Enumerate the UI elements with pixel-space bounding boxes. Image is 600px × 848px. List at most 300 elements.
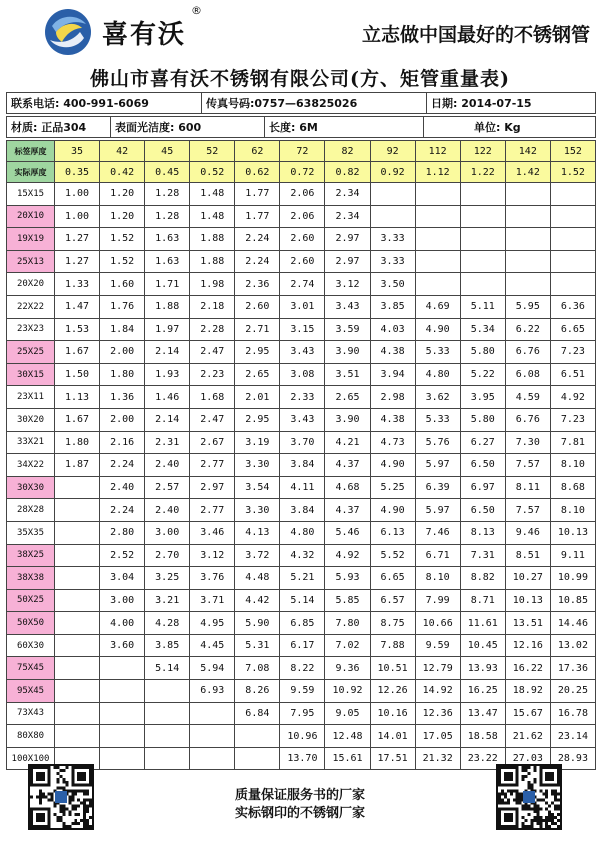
weight-cell: 7.02 <box>325 634 370 657</box>
weight-cell: 8.13 <box>460 521 505 544</box>
weight-cell <box>190 725 235 748</box>
weight-cell: 6.71 <box>415 544 460 567</box>
actual-thickness-cell: 1.42 <box>505 162 550 183</box>
weight-cell: 3.76 <box>190 567 235 590</box>
weight-cell: 5.25 <box>370 476 415 499</box>
tube-size-cell: 33X21 <box>7 431 55 454</box>
weight-cell: 2.28 <box>190 318 235 341</box>
weight-cell <box>415 205 460 228</box>
weight-cell: 2.47 <box>190 408 235 431</box>
table-row <box>7 544 596 567</box>
nominal-thickness-cell: 82 <box>325 141 370 162</box>
weight-cell: 2.97 <box>190 476 235 499</box>
weight-cell: 10.96 <box>280 725 325 748</box>
weight-cell: 3.90 <box>325 341 370 364</box>
nominal-thickness-cell: 42 <box>100 141 145 162</box>
weight-cell <box>550 183 595 206</box>
weight-cell: 4.95 <box>190 612 235 635</box>
weight-cell <box>505 205 550 228</box>
phone-number: 联系电话: 400-991-6069 <box>7 93 202 114</box>
weight-table <box>6 140 596 770</box>
weight-cell <box>550 250 595 273</box>
weight-cell: 2.70 <box>145 544 190 567</box>
actual-thickness-cell: 0.42 <box>100 162 145 183</box>
weight-cell: 4.73 <box>370 431 415 454</box>
nominal-thickness-cell: 122 <box>460 141 505 162</box>
weight-cell: 2.60 <box>280 250 325 273</box>
weight-cell: 5.76 <box>415 431 460 454</box>
weight-cell: 3.50 <box>370 273 415 296</box>
weight-cell: 9.46 <box>505 521 550 544</box>
actual-thickness-cell: 1.22 <box>460 162 505 183</box>
weight-cell: 3.15 <box>280 318 325 341</box>
weight-cell: 16.22 <box>505 657 550 680</box>
weight-cell: 4.37 <box>325 454 370 477</box>
weight-cell: 4.90 <box>415 318 460 341</box>
weight-cell: 5.85 <box>325 589 370 612</box>
weight-cell: 8.10 <box>550 499 595 522</box>
tube-size-cell: 23X11 <box>7 386 55 409</box>
weight-cell: 3.01 <box>280 295 325 318</box>
weight-cell: 8.26 <box>235 680 280 703</box>
weight-cell: 3.60 <box>100 634 145 657</box>
weight-cell: 2.71 <box>235 318 280 341</box>
weight-cell: 1.88 <box>145 295 190 318</box>
weight-cell: 2.74 <box>280 273 325 296</box>
weight-cell: 5.31 <box>235 634 280 657</box>
weight-cell <box>145 725 190 748</box>
weight-cell: 2.16 <box>100 431 145 454</box>
weight-cell: 13.70 <box>280 747 325 770</box>
weight-cell: 6.27 <box>460 431 505 454</box>
weight-cell: 2.60 <box>280 228 325 251</box>
weight-cell: 8.75 <box>370 612 415 635</box>
weight-cell: 1.53 <box>55 318 100 341</box>
weight-cell: 1.84 <box>100 318 145 341</box>
weight-cell: 6.84 <box>235 702 280 725</box>
weight-cell: 23.14 <box>550 725 595 748</box>
nominal-thickness-cell: 142 <box>505 141 550 162</box>
weight-cell <box>415 183 460 206</box>
weight-cell: 2.67 <box>190 431 235 454</box>
weight-cell: 1.98 <box>190 273 235 296</box>
weight-cell: 5.93 <box>325 567 370 590</box>
table-row <box>7 205 596 228</box>
document-date: 日期: 2014-07-15 <box>427 93 596 114</box>
weight-cell: 4.45 <box>190 634 235 657</box>
weight-cell: 2.00 <box>100 341 145 364</box>
weight-cell: 2.95 <box>235 408 280 431</box>
weight-cell: 3.21 <box>145 589 190 612</box>
weight-cell: 3.43 <box>325 295 370 318</box>
weight-cell: 3.19 <box>235 431 280 454</box>
weight-cell: 4.92 <box>550 386 595 409</box>
footer-line-1: 质量保证服务书的厂家 <box>234 788 365 803</box>
weight-cell: 14.01 <box>370 725 415 748</box>
weight-cell: 18.58 <box>460 725 505 748</box>
weight-cell: 8.51 <box>505 544 550 567</box>
tube-size-cell: 75X45 <box>7 657 55 680</box>
weight-cell: 4.32 <box>280 544 325 567</box>
weight-cell: 4.28 <box>145 612 190 635</box>
weight-cell <box>460 250 505 273</box>
weight-cell: 8.10 <box>415 567 460 590</box>
weight-cell: 2.40 <box>100 476 145 499</box>
weight-cell: 16.78 <box>550 702 595 725</box>
weight-cell: 5.33 <box>415 341 460 364</box>
weight-cell: 5.97 <box>415 499 460 522</box>
weight-cell: 16.25 <box>460 680 505 703</box>
weight-cell: 3.85 <box>370 295 415 318</box>
weight-cell: 5.22 <box>460 363 505 386</box>
weight-cell: 4.13 <box>235 521 280 544</box>
weight-cell: 1.67 <box>55 341 100 364</box>
weight-cell: 2.40 <box>145 499 190 522</box>
brand-name: 喜有沃 <box>102 20 187 50</box>
weight-cell <box>55 657 100 680</box>
tube-size-cell: 30X30 <box>7 476 55 499</box>
weight-cell: 4.21 <box>325 431 370 454</box>
weight-cell: 1.46 <box>145 386 190 409</box>
weight-cell: 4.42 <box>235 589 280 612</box>
weight-cell: 3.33 <box>370 228 415 251</box>
weight-cell: 7.31 <box>460 544 505 567</box>
weight-cell: 3.94 <box>370 363 415 386</box>
weight-cell: 6.57 <box>370 589 415 612</box>
weight-cell <box>460 273 505 296</box>
weight-cell: 7.08 <box>235 657 280 680</box>
table-row <box>7 408 596 431</box>
table-row <box>7 341 596 364</box>
weight-cell <box>100 725 145 748</box>
weight-cell: 2.57 <box>145 476 190 499</box>
weight-cell: 9.36 <box>325 657 370 680</box>
table-row <box>7 363 596 386</box>
weight-cell: 1.50 <box>55 363 100 386</box>
weight-cell: 5.80 <box>460 341 505 364</box>
weight-cell: 7.57 <box>505 454 550 477</box>
weight-cell <box>55 567 100 590</box>
weight-cell: 12.16 <box>505 634 550 657</box>
weight-cell: 10.99 <box>550 567 595 590</box>
weight-cell: 23.22 <box>460 747 505 770</box>
actual-thickness-label: 实际厚度 <box>7 162 55 183</box>
weight-cell: 1.80 <box>55 431 100 454</box>
table-row <box>7 657 596 680</box>
weight-cell: 2.65 <box>235 363 280 386</box>
weight-cell: 4.59 <box>505 386 550 409</box>
weight-cell: 5.90 <box>235 612 280 635</box>
weight-cell: 2.97 <box>325 228 370 251</box>
weight-cell: 14.92 <box>415 680 460 703</box>
actual-thickness-cell: 0.72 <box>280 162 325 183</box>
weight-cell: 1.36 <box>100 386 145 409</box>
weight-cell: 4.69 <box>415 295 460 318</box>
weight-cell: 2.36 <box>235 273 280 296</box>
nominal-thickness-label: 标签厚度 <box>7 141 55 162</box>
weight-cell <box>55 634 100 657</box>
weight-cell: 14.46 <box>550 612 595 635</box>
weight-cell: 2.95 <box>235 341 280 364</box>
weight-cell: 4.00 <box>100 612 145 635</box>
weight-cell: 6.65 <box>370 567 415 590</box>
weight-cell: 9.59 <box>280 680 325 703</box>
tube-size-cell: 80X80 <box>7 725 55 748</box>
weight-cell: 3.43 <box>280 341 325 364</box>
weight-cell <box>415 273 460 296</box>
weight-cell: 6.36 <box>550 295 595 318</box>
weight-cell: 6.76 <box>505 408 550 431</box>
weight-cell: 2.24 <box>235 228 280 251</box>
weight-cell: 6.51 <box>550 363 595 386</box>
weight-cell: 5.14 <box>280 589 325 612</box>
actual-thickness-cell: 1.52 <box>550 162 595 183</box>
weight-cell: 1.63 <box>145 228 190 251</box>
weight-cell: 1.13 <box>55 386 100 409</box>
weight-cell <box>505 183 550 206</box>
weight-cell <box>460 183 505 206</box>
weight-cell: 8.11 <box>505 476 550 499</box>
weight-cell: 1.47 <box>55 295 100 318</box>
weight-cell: 3.00 <box>145 521 190 544</box>
tube-size-cell: 95X45 <box>7 680 55 703</box>
weight-cell: 9.11 <box>550 544 595 567</box>
weight-cell: 3.51 <box>325 363 370 386</box>
table-row <box>7 521 596 544</box>
nominal-thickness-row <box>7 141 596 162</box>
weight-cell: 1.88 <box>190 228 235 251</box>
registered-mark: ® <box>191 4 202 17</box>
tube-size-cell: 30X15 <box>7 363 55 386</box>
table-row <box>7 589 596 612</box>
weight-cell: 2.65 <box>325 386 370 409</box>
tube-size-cell: 50X50 <box>7 612 55 635</box>
weight-cell: 6.50 <box>460 499 505 522</box>
slogan: 立志做中国最好的不锈钢管 <box>361 24 590 46</box>
table-row <box>7 499 596 522</box>
weight-cell: 5.80 <box>460 408 505 431</box>
weight-cell: 7.57 <box>505 499 550 522</box>
weight-cell <box>415 228 460 251</box>
weight-cell: 2.24 <box>235 250 280 273</box>
swirl-logo-icon <box>42 6 94 58</box>
weight-cell: 2.14 <box>145 408 190 431</box>
tube-size-cell: 60X30 <box>7 634 55 657</box>
weight-cell <box>100 657 145 680</box>
weight-cell <box>55 521 100 544</box>
weight-cell: 6.22 <box>505 318 550 341</box>
weight-cell: 3.54 <box>235 476 280 499</box>
weight-cell <box>505 273 550 296</box>
weight-cell: 1.00 <box>55 183 100 206</box>
weight-cell <box>550 273 595 296</box>
weight-cell <box>145 702 190 725</box>
weight-cell: 4.48 <box>235 567 280 590</box>
weight-cell: 10.51 <box>370 657 415 680</box>
weight-cell: 8.10 <box>550 454 595 477</box>
footer-line-2: 实标钢印的不锈钢厂家 <box>234 806 365 821</box>
weight-cell <box>55 612 100 635</box>
weight-cell: 1.27 <box>55 228 100 251</box>
weight-cell: 2.01 <box>235 386 280 409</box>
weight-cell: 3.04 <box>100 567 145 590</box>
nominal-thickness-cell: 72 <box>280 141 325 162</box>
weight-cell: 7.81 <box>550 431 595 454</box>
weight-cell: 9.59 <box>415 634 460 657</box>
weight-cell: 2.34 <box>325 183 370 206</box>
weight-cell <box>505 250 550 273</box>
weight-cell: 5.34 <box>460 318 505 341</box>
tube-size-cell: 25X25 <box>7 341 55 364</box>
weight-cell: 1.67 <box>55 408 100 431</box>
weight-cell: 1.33 <box>55 273 100 296</box>
weight-cell: 3.70 <box>280 431 325 454</box>
weight-cell: 3.84 <box>280 454 325 477</box>
table-row <box>7 476 596 499</box>
weight-cell: 2.77 <box>190 499 235 522</box>
weight-cell: 2.14 <box>145 341 190 364</box>
weight-cell: 1.20 <box>100 183 145 206</box>
tube-length: 长度: 6M <box>265 117 424 138</box>
weight-cell <box>55 702 100 725</box>
weight-cell: 6.97 <box>460 476 505 499</box>
weight-cell: 10.45 <box>460 634 505 657</box>
table-row <box>7 250 596 273</box>
weight-cell: 8.82 <box>460 567 505 590</box>
weight-cell: 3.12 <box>325 273 370 296</box>
actual-thickness-cell: 0.35 <box>55 162 100 183</box>
weight-cell: 1.28 <box>145 183 190 206</box>
weight-cell: 5.33 <box>415 408 460 431</box>
weight-cell: 4.03 <box>370 318 415 341</box>
tube-size-cell: 100X100 <box>7 747 55 770</box>
tube-size-cell: 28X28 <box>7 499 55 522</box>
tube-size-cell: 20X20 <box>7 273 55 296</box>
weight-unit: 单位: Kg <box>424 117 596 138</box>
weight-cell: 3.72 <box>235 544 280 567</box>
weight-cell: 6.39 <box>415 476 460 499</box>
weight-cell: 4.90 <box>370 454 415 477</box>
weight-cell: 1.97 <box>145 318 190 341</box>
table-row <box>7 183 596 206</box>
weight-cell: 5.52 <box>370 544 415 567</box>
weight-cell: 4.38 <box>370 408 415 431</box>
tube-size-cell: 23X23 <box>7 318 55 341</box>
weight-cell <box>550 205 595 228</box>
weight-cell <box>190 702 235 725</box>
tube-size-cell: 73X43 <box>7 702 55 725</box>
actual-thickness-cell: 0.62 <box>235 162 280 183</box>
tube-size-cell: 38X25 <box>7 544 55 567</box>
table-row <box>7 228 596 251</box>
weight-cell: 3.59 <box>325 318 370 341</box>
weight-cell: 6.85 <box>280 612 325 635</box>
weight-cell <box>235 725 280 748</box>
weight-cell: 7.88 <box>370 634 415 657</box>
weight-cell: 5.97 <box>415 454 460 477</box>
weight-cell: 13.93 <box>460 657 505 680</box>
weight-cell: 12.79 <box>415 657 460 680</box>
weight-cell: 15.67 <box>505 702 550 725</box>
table-row <box>7 295 596 318</box>
weight-cell: 15.61 <box>325 747 370 770</box>
weight-cell: 12.48 <box>325 725 370 748</box>
actual-thickness-row <box>7 162 596 183</box>
nominal-thickness-cell: 152 <box>550 141 595 162</box>
weight-cell: 17.05 <box>415 725 460 748</box>
weight-cell: 1.87 <box>55 454 100 477</box>
weight-cell: 21.32 <box>415 747 460 770</box>
weight-cell: 18.92 <box>505 680 550 703</box>
weight-cell: 1.52 <box>100 228 145 251</box>
tube-size-cell: 19X19 <box>7 228 55 251</box>
surface-finish: 表面光洁度: 600 <box>111 117 265 138</box>
weight-cell <box>100 680 145 703</box>
weight-cell: 4.80 <box>280 521 325 544</box>
weight-cell: 3.12 <box>190 544 235 567</box>
weight-cell: 2.60 <box>235 295 280 318</box>
tube-size-cell: 35X35 <box>7 521 55 544</box>
weight-cell: 3.90 <box>325 408 370 431</box>
weight-cell: 10.13 <box>505 589 550 612</box>
nominal-thickness-cell: 62 <box>235 141 280 162</box>
weight-cell: 4.68 <box>325 476 370 499</box>
weight-cell: 2.77 <box>190 454 235 477</box>
weight-cell: 1.80 <box>100 363 145 386</box>
table-row <box>7 567 596 590</box>
weight-cell: 1.71 <box>145 273 190 296</box>
weight-cell: 13.47 <box>460 702 505 725</box>
weight-cell: 2.47 <box>190 341 235 364</box>
weight-cell: 4.90 <box>370 499 415 522</box>
weight-cell <box>145 680 190 703</box>
weight-cell: 4.38 <box>370 341 415 364</box>
weight-cell: 2.24 <box>100 499 145 522</box>
weight-cell: 1.27 <box>55 250 100 273</box>
weight-cell: 10.13 <box>550 521 595 544</box>
weight-cell <box>55 476 100 499</box>
weight-cell: 3.43 <box>280 408 325 431</box>
nominal-thickness-cell: 92 <box>370 141 415 162</box>
table-row <box>7 431 596 454</box>
nominal-thickness-cell: 45 <box>145 141 190 162</box>
page-header <box>0 0 600 60</box>
weight-cell: 1.77 <box>235 183 280 206</box>
tube-size-cell: 30X20 <box>7 408 55 431</box>
weight-cell: 7.80 <box>325 612 370 635</box>
weight-cell: 2.00 <box>100 408 145 431</box>
weight-cell: 6.93 <box>190 680 235 703</box>
weight-cell: 8.22 <box>280 657 325 680</box>
weight-cell: 10.85 <box>550 589 595 612</box>
tube-size-cell: 25X13 <box>7 250 55 273</box>
weight-cell: 1.77 <box>235 205 280 228</box>
weight-cell: 6.50 <box>460 454 505 477</box>
weight-cell <box>460 228 505 251</box>
tube-size-cell: 34X22 <box>7 454 55 477</box>
weight-cell: 5.95 <box>505 295 550 318</box>
weight-cell: 8.68 <box>550 476 595 499</box>
weight-cell: 13.51 <box>505 612 550 635</box>
weight-cell: 1.93 <box>145 363 190 386</box>
weight-cell: 9.05 <box>325 702 370 725</box>
weight-cell: 6.08 <box>505 363 550 386</box>
table-row <box>7 386 596 409</box>
page-footer <box>0 758 600 848</box>
weight-cell: 3.25 <box>145 567 190 590</box>
actual-thickness-cell: 0.92 <box>370 162 415 183</box>
weight-cell: 1.28 <box>145 205 190 228</box>
